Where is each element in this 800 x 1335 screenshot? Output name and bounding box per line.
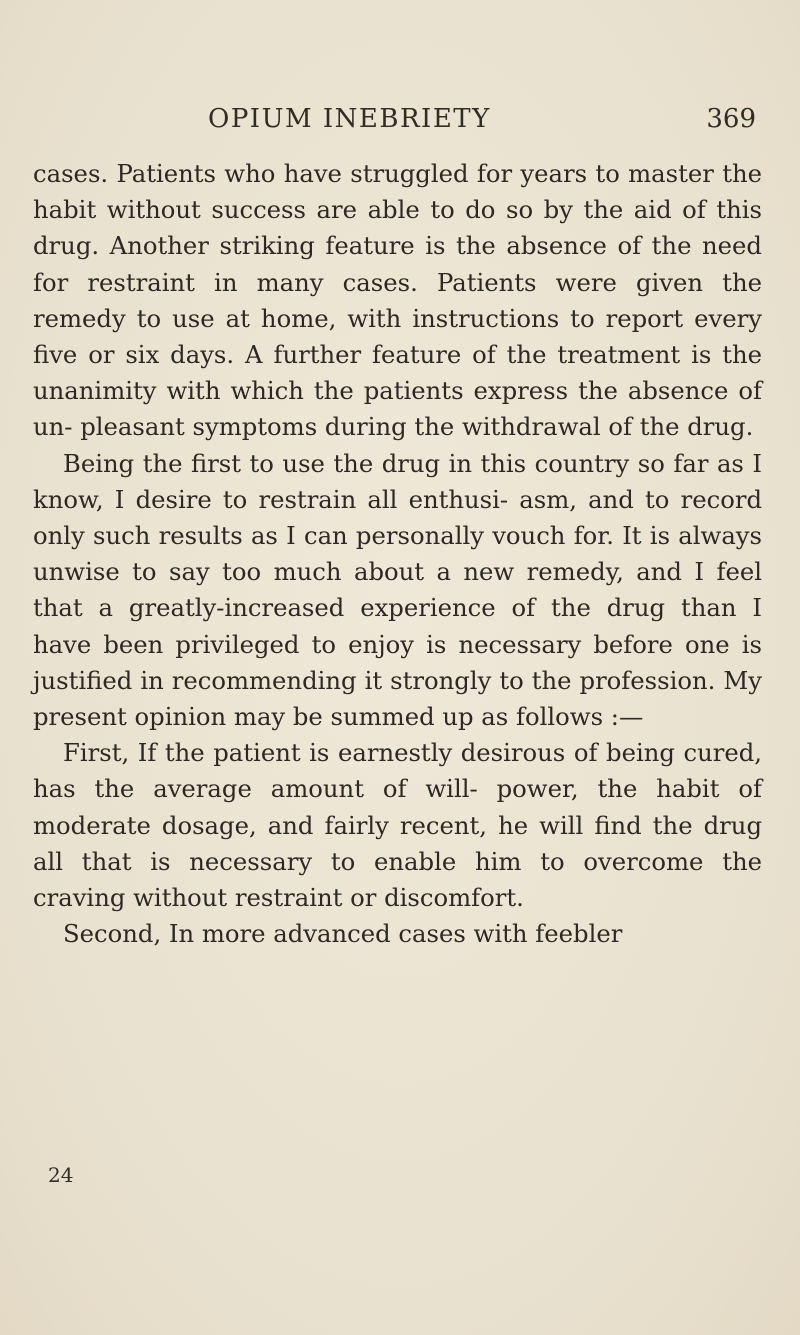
page-number: 369 — [706, 104, 756, 134]
signature-mark: 24 — [48, 1163, 74, 1187]
running-title: OPIUM INEBRIETY — [208, 104, 491, 134]
paragraph-first-point: First, If the patient is earnestly desirous of being cured, has the average amount of will- power, the habit of moderate dosage, and fairly recent, he will find the drug all that is necessary to enable him to overcome the craving without restraint or discomfort. — [33, 738, 762, 913]
paragraph-second-point: Second, In more advanced cases with feebler — [63, 919, 623, 949]
running-head — [32, 104, 772, 140]
body-text — [33, 156, 762, 952]
paragraph-first-use: Being the first to use the drug in this country so far as I know, I desire to restrain all enthusi- asm, and to record only such results as I can personally vouch for. It is always unwise to say too much about a new remedy, and I feel that a greatly-increased experience of the drug than I have been privileged to enjoy is necessary before one is justified in recommending it strongly to the profession. My present opinion may be summed up as follows :— — [33, 448, 762, 732]
paragraph-continuation: cases. Patients who have struggled for years to master the habit without success are able to do so by the aid of this drug. Another striking feature is the absence of the need for restraint in many cases. Patients were given the remedy to use at home, with instructions to report every five or six days. A further feature of the treatment is the unanimity with which the patients express the absence of un- pleasant symptoms during the withdrawal of the drug. — [33, 159, 762, 442]
